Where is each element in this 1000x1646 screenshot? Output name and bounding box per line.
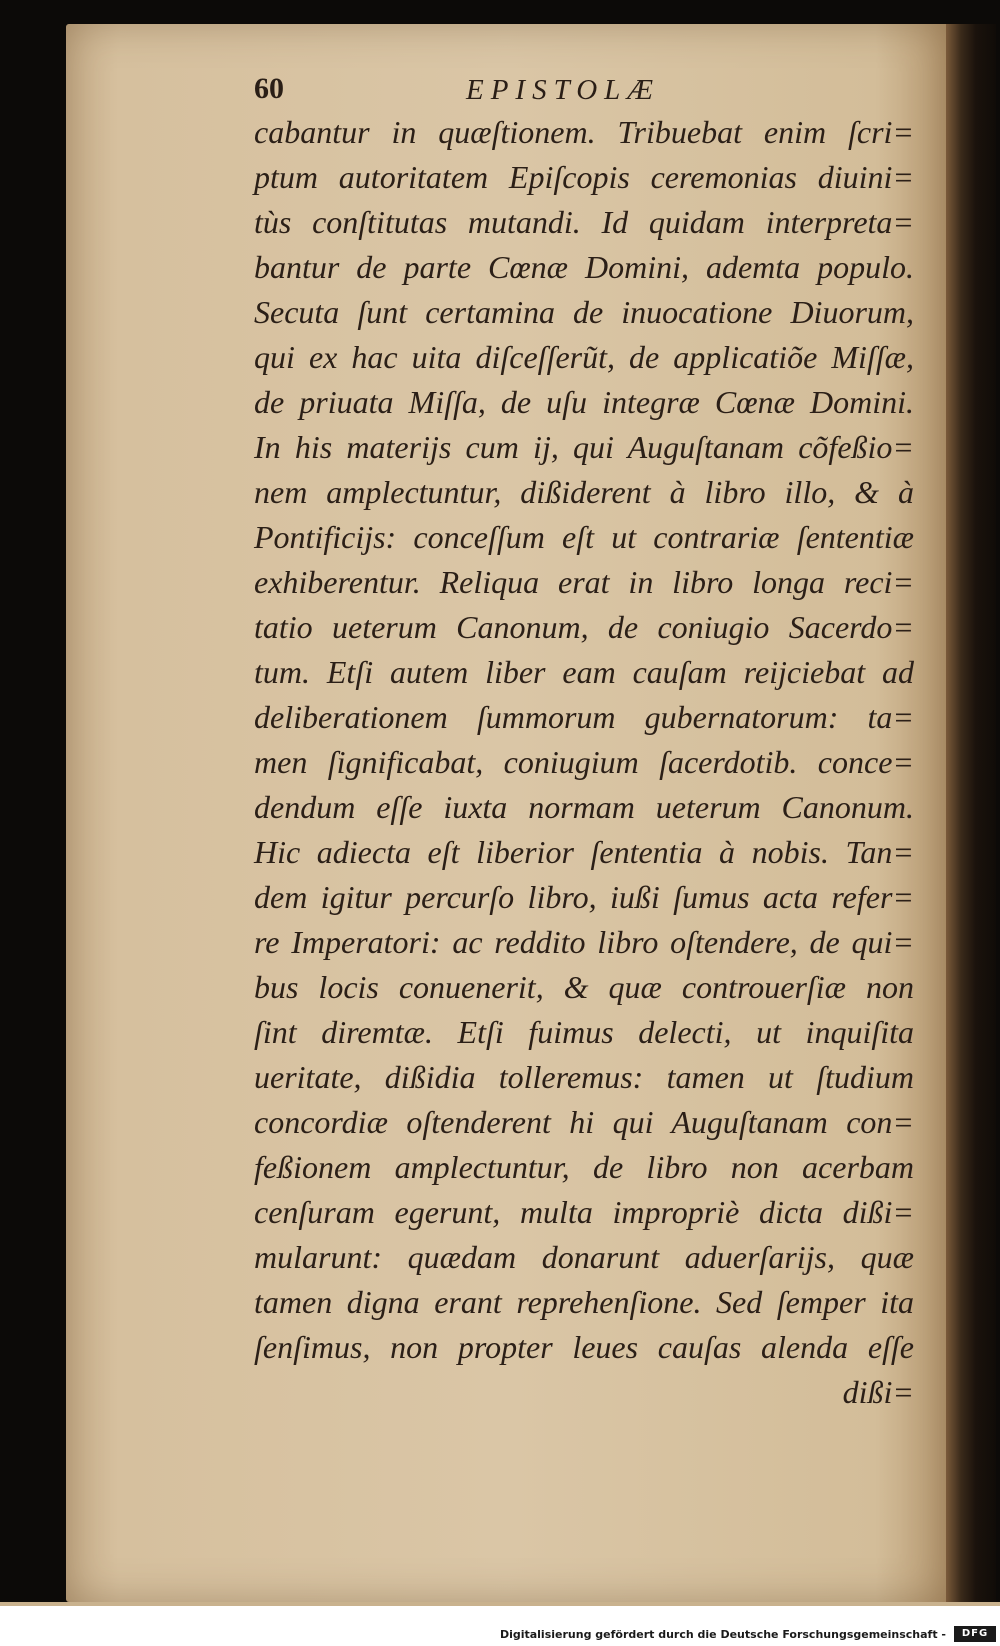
text-line: Secuta ſunt certamina de inuocatione Diuorum, bbox=[254, 294, 914, 330]
text-line: ſint diremtæ. Etſi fuimus delecti, ut inquiſita bbox=[254, 1014, 914, 1050]
text-line: cenſuram egerunt, multa impropriè dicta dißi= bbox=[254, 1194, 914, 1230]
text-line: concordiæ oſtenderent hi qui Auguſtanam con= bbox=[254, 1104, 914, 1140]
text-line: ptum autoritatem Epiſcopis ceremonias diuini= bbox=[254, 159, 914, 195]
text-line: deliberationem ſummorum gubernatorum: ta= bbox=[254, 699, 914, 735]
text-line: ſenſimus, non propter leues cauſas alenda eſſe bbox=[254, 1329, 914, 1365]
text-line: bus locis conuenerit, & quæ controuerſiæ non bbox=[254, 969, 914, 1005]
body-text bbox=[254, 110, 914, 1415]
text-line: exhiberentur. Reliqua erat in libro longa reci= bbox=[254, 564, 914, 600]
text-line: feßionem amplectuntur, de libro non acerbam bbox=[254, 1149, 914, 1185]
text-line: qui ex hac uita diſceſſerũt, de applicatiõe Miſſæ, bbox=[254, 339, 914, 375]
text-line: nem amplectuntur, dißiderent à libro illo, & à bbox=[254, 474, 914, 510]
text-line: ueritate, dißidia tolleremus: tamen ut ſtudium bbox=[254, 1059, 914, 1095]
text-line: de priuata Miſſa, de uſu integræ Cœnæ Domini. bbox=[254, 384, 914, 420]
dfg-logo: DFG bbox=[954, 1626, 996, 1642]
text-line: tatio ueterum Canonum, de coniugio Sacerdo= bbox=[254, 609, 914, 645]
text-line: re Imperatori: ac reddito libro oſtendere, de qui= bbox=[254, 924, 914, 960]
text-line: tamen digna erant reprehenſione. Sed ſemper ita bbox=[254, 1284, 914, 1320]
running-title: EPISTOLÆ bbox=[466, 74, 661, 106]
page-header bbox=[254, 72, 954, 112]
text-line: cabantur in quæſtionem. Tribuebat enim ſcri= bbox=[254, 114, 914, 150]
digitization-credit: Digitalisierung gefördert durch die Deutsche Forschungsgemeinschaft - bbox=[499, 1628, 946, 1641]
text-line: Hic adiecta eſt liberior ſententia à nobis. Tan= bbox=[254, 834, 914, 870]
text-line: men ſignificabat, coniugium ſacerdotib. conce= bbox=[254, 744, 914, 780]
text-line: In his materijs cum ij, qui Auguſtanam cõfeßio= bbox=[254, 429, 914, 465]
text-line: mularunt: quædam donarunt aduerſarijs, quæ bbox=[254, 1239, 914, 1275]
page-gutter bbox=[946, 24, 996, 1604]
text-line: dendum eſſe iuxta normam ueterum Canonum. bbox=[254, 789, 914, 825]
text-line: dem igitur percurſo libro, iußi ſumus acta refer= bbox=[254, 879, 914, 915]
text-line: tum. Etſi autem liber eam cauſam reijciebat ad bbox=[254, 654, 914, 690]
text-line: Pontificijs: conceſſum eſt ut contrariæ ſententiæ bbox=[254, 519, 914, 555]
catchword: dißi= bbox=[842, 1374, 914, 1410]
text-line: tùs conſtitutas mutandi. Id quidam interpreta= bbox=[254, 204, 914, 240]
folio-number: 60 bbox=[254, 72, 284, 105]
text-line: bantur de parte Cœnæ Domini, ademta populo. bbox=[254, 249, 914, 285]
